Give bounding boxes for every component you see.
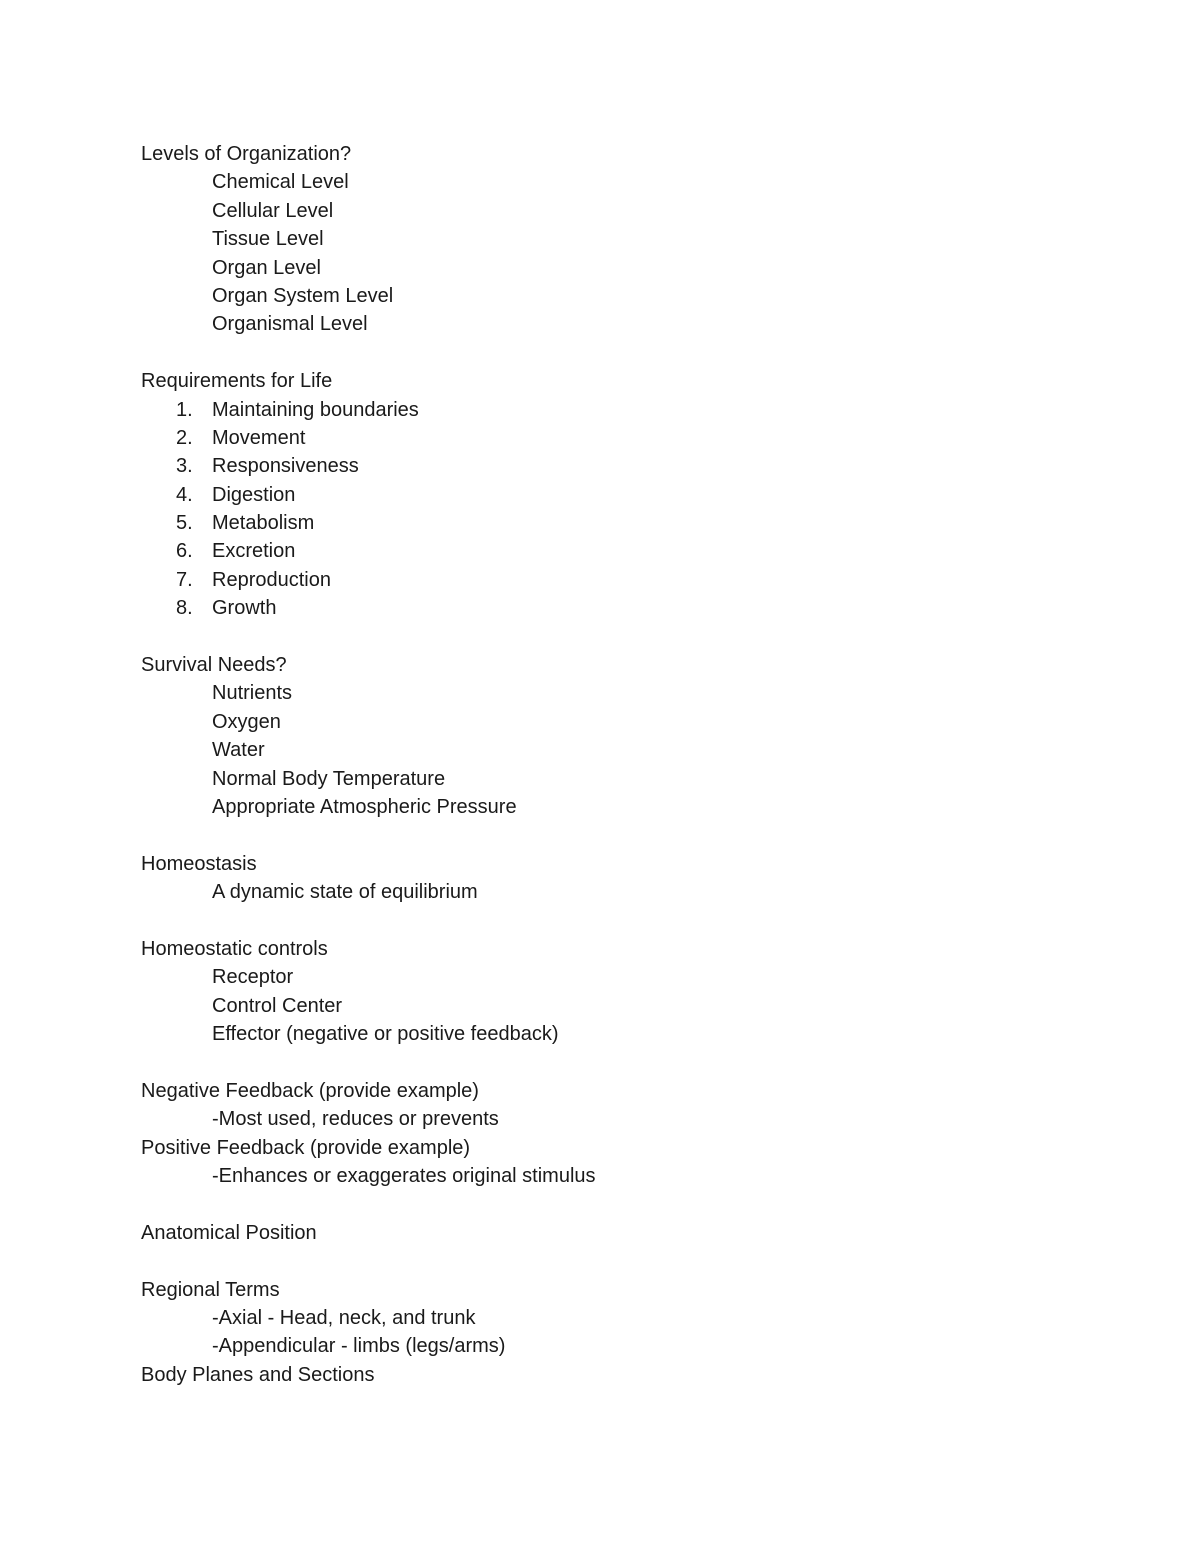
numbered-item <box>141 594 1041 622</box>
section-heading-regional: Regional Terms <box>141 1278 280 1301</box>
list-item: Receptor <box>212 966 294 989</box>
numbered-item <box>141 424 1041 452</box>
item-text: Reproduction <box>212 568 331 591</box>
list-item: Water <box>212 739 265 762</box>
numbered-item <box>141 396 1041 424</box>
section-heading-planes: Body Planes and Sections <box>141 1363 375 1386</box>
numbered-item <box>141 566 1041 594</box>
section-heading-survival: Survival Needs? <box>141 654 287 677</box>
item-text: Digestion <box>212 483 296 506</box>
item-text: Responsiveness <box>212 455 359 478</box>
blank-line <box>141 623 1041 651</box>
item-number: 3. <box>176 455 193 478</box>
list-item: Cellular Level <box>212 199 334 222</box>
list-item: Normal Body Temperature <box>212 767 446 790</box>
numbered-item <box>141 537 1041 565</box>
item-number: 8. <box>176 597 193 620</box>
section-heading-negative-feedback: Negative Feedback (provide example) <box>141 1079 479 1102</box>
item-number: 4. <box>176 483 193 506</box>
item-number: 7. <box>176 568 193 591</box>
blank-line <box>141 1247 1041 1275</box>
list-item: -Axial - Head, neck, and trunk <box>212 1307 476 1330</box>
item-text: Maintaining boundaries <box>212 398 419 421</box>
section-heading-anatomical: Anatomical Position <box>141 1221 317 1244</box>
list-item: Organ System Level <box>212 284 394 307</box>
list-item: -Most used, reduces or prevents <box>212 1108 499 1131</box>
list-item: Nutrients <box>212 682 293 705</box>
blank-line <box>141 1049 1041 1077</box>
list-item: -Appendicular - limbs (legs/arms) <box>212 1335 506 1358</box>
section-heading-positive-feedback: Positive Feedback (provide example) <box>141 1136 471 1159</box>
list-item: Control Center <box>212 994 343 1017</box>
item-number: 5. <box>176 512 193 535</box>
list-item: Organismal Level <box>212 313 368 336</box>
list-item: Effector (negative or positive feedback) <box>212 1023 559 1046</box>
item-text: Metabolism <box>212 512 315 535</box>
numbered-item <box>141 481 1041 509</box>
blank-line <box>141 907 1041 935</box>
item-number: 2. <box>176 426 193 449</box>
numbered-item <box>141 452 1041 480</box>
item-number: 6. <box>176 540 193 563</box>
section-heading-homeostasis: Homeostasis <box>141 852 257 875</box>
list-item: A dynamic state of equilibrium <box>212 881 478 904</box>
item-text: Movement <box>212 426 306 449</box>
list-item: Oxygen <box>212 710 281 733</box>
blank-line <box>141 1190 1041 1218</box>
blank-line <box>141 339 1041 367</box>
list-item: Tissue Level <box>212 228 324 251</box>
item-number: 1. <box>176 398 193 421</box>
list-item: Chemical Level <box>212 171 349 194</box>
item-text: Growth <box>212 597 277 620</box>
item-text: Excretion <box>212 540 296 563</box>
list-item: Organ Level <box>212 256 321 279</box>
section-heading-requirements: Requirements for Life <box>141 370 333 393</box>
document-body <box>141 140 1041 1389</box>
section-heading-levels: Levels of Organization? <box>141 143 352 165</box>
blank-line <box>141 821 1041 849</box>
list-item: -Enhances or exaggerates original stimulus <box>212 1165 596 1188</box>
numbered-item <box>141 509 1041 537</box>
section-heading-controls: Homeostatic controls <box>141 937 328 960</box>
list-item: Appropriate Atmospheric Pressure <box>212 795 517 818</box>
